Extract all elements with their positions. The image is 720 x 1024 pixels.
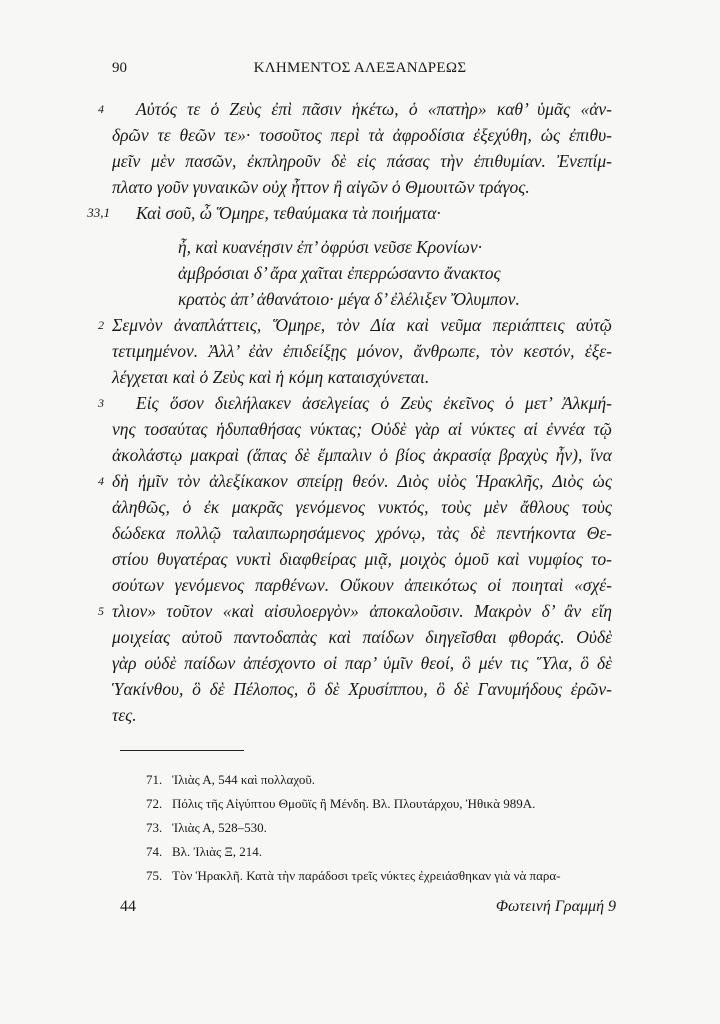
text-line — [98, 598, 612, 624]
text-line — [112, 546, 612, 572]
footnote-text: Τὸν Ἡρακλῆ. Κατὰ τὴν παράδοσι τρεῖς νύκτες ἐχρειάσθηκαν γιὰ νὰ παρα- — [172, 868, 561, 883]
running-title: ΚΛΗΜΕΝΤΟΣ ΑΛΕΞΑΝΔΡΕΩΣ — [253, 60, 467, 76]
line-text: τετιμημένον. Ἀλλ’ ἐὰν ἐπιδείξῃς μόνον, ἄνθρωπε, τὸν κεστόν, ἐξε- — [112, 341, 612, 361]
line-text: νης τοσαύτας ἡδυπαθήσας νύκτας; Οὐδὲ γὰρ αἱ νύκτες αἱ ἐννέα τῷ — [112, 419, 612, 439]
line-text: δώδεκα πολλῷ ταλαιπωρησάμενος χρόνῳ, τὰς δὲ πεντήκοντα Θε- — [112, 523, 612, 543]
footnote-rule — [120, 750, 244, 751]
sheet-number: 44 — [120, 898, 136, 915]
line-text: Εἰς ὅσον διελήλακεν ἀσελγείας ὁ Ζεὺς ἐκεῖνος ὁ μετ’ Ἀλκμή- — [136, 393, 612, 413]
text-line — [98, 390, 612, 416]
text-line — [112, 122, 612, 148]
footnote-number: 73. — [146, 820, 163, 835]
line-text: ἀληθῶς, ὁ ἐκ μακρᾶς γενόμενος νυκτός, τοὺς μὲν ἄθλους τοὺς — [112, 497, 612, 517]
footnote-text: Ἰλιὰς Α, 528–530. — [172, 820, 267, 835]
footnote-number: 75. — [146, 868, 163, 883]
line-text: δρῶν τε θεῶν τε»· τοσοῦτος περὶ τὰ ἀφροδίσια ἐξεχύθη, ὡς ἐπιθυ- — [112, 125, 612, 145]
text-line — [112, 148, 612, 174]
footnote-text: Ἰλιὰς Α, 544 καὶ πολλαχοῦ. — [172, 772, 316, 787]
text-line — [112, 174, 612, 200]
line-text: στίου θυγατέρας νυκτὶ διαφθείρας μιᾷ, μοιχὸς ὁμοῦ καὶ νυμφίος το- — [112, 549, 612, 569]
footnotes — [146, 768, 616, 888]
text-line — [98, 468, 612, 494]
line-text: δὴ ἡμῖν τὸν ἀλεξίκακον σπείρῃ θεόν. Διὸς υἱὸς Ἡρακλῆς, Διὸς ὡς — [112, 471, 612, 491]
line-text: Σεμνὸν ἀναπλάττεις, Ὅμηρε, τὸν Δία καὶ νεῦμα περιάπτεις αὐτῷ — [112, 315, 612, 335]
text-line — [98, 312, 612, 338]
verse-text: ἀμβρόσιαι δ’ ἄρα χαῖται ἐπερρώσαντο ἄνακτος — [178, 263, 501, 283]
text-line — [87, 200, 612, 226]
footnote — [146, 792, 616, 816]
section-marker: 33,1 — [87, 205, 110, 220]
printer-imprint: Φωτεινή Γραμμή 9 — [495, 898, 616, 915]
footnote — [146, 816, 616, 840]
footnote — [146, 768, 616, 792]
verse-line — [112, 286, 612, 312]
text-line — [112, 494, 612, 520]
line-text: Καὶ σοῦ, ὦ Ὅμηρε, τεθαύμακα τὰ ποιήματα· — [136, 203, 441, 223]
page-number: 90 — [112, 60, 127, 76]
verse-spacer — [112, 226, 612, 234]
line-marker: 4 — [98, 102, 104, 116]
line-text: σούτων γενόμενος παρθένων. Οὔκουν ἀπεικότως οἱ ποιηταὶ «σχέ- — [112, 575, 612, 595]
line-text: τλιον» τοῦτον «καὶ αἰσυλοεργὸν» ἀποκαλοῦσιν. Μακρὸν δ’ ἂν εἴη — [112, 601, 612, 621]
footnote-text: Πόλις τῆς Αἰγύπτου Θμοῦϊς ἢ Μένδη. Βλ. Πλουτάρχου, Ἠθικὰ 989Α. — [172, 796, 536, 811]
line-marker: 3 — [98, 396, 104, 410]
footnote-number: 72. — [146, 796, 163, 811]
text-line — [112, 572, 612, 598]
footnote — [146, 840, 616, 864]
line-marker: 2 — [98, 318, 104, 332]
text-line — [112, 338, 612, 364]
text-line — [112, 624, 612, 650]
text-line — [112, 650, 612, 676]
page-footer — [120, 898, 616, 918]
line-text: ἀκολάστῳ μακραὶ (ἅπας δὲ ἔμπαλιν ὁ βίος ἀκρασίᾳ βραχὺς ἦν), ἵνα — [112, 445, 612, 465]
footnote-text: Βλ. Ἰλιὰς Ξ, 214. — [172, 844, 263, 859]
line-text: πλατο γοῦν γυναικῶν οὐχ ἧττον ἢ αἰγῶν ὁ Θμουιτῶν τράγος. — [112, 177, 530, 197]
text-line — [112, 442, 612, 468]
line-text: μεῖν μὲν πασῶν, ἐκπληροῦν δὲ εἰς πάσας τὴν ἐπιθυμίαν. Ἐνεπίμ- — [112, 151, 612, 171]
text-line — [112, 364, 612, 390]
text-line — [112, 416, 612, 442]
footnote-number: 71. — [146, 772, 163, 787]
line-marker: 4 — [98, 474, 104, 488]
text-line — [112, 702, 612, 728]
verse-text: ἦ, καὶ κυανέῃσιν ἐπ’ ὀφρύσι νεῦσε Κρονίων· — [178, 237, 483, 257]
line-text: τες. — [112, 705, 137, 725]
line-text: γὰρ οὐδὲ παίδων ἀπέσχοντο οἱ παρ’ ὑμῖν θεοί, ὃ μέν τις Ὕλα, ὃ δὲ — [112, 653, 612, 673]
verse-line — [112, 234, 612, 260]
line-marker: 5 — [98, 604, 104, 618]
main-text — [87, 96, 612, 728]
verse-text: κρατὸς ἀπ’ ἀθανάτοιο· μέγα δ’ ἐλέλιξεν Ὄλυμπον. — [178, 289, 520, 309]
text-line — [98, 96, 612, 122]
page-header — [112, 60, 608, 80]
footnote-number: 74. — [146, 844, 163, 859]
text-line — [112, 520, 612, 546]
verse-line — [112, 260, 612, 286]
line-text: Αὐτός τε ὁ Ζεὺς ἐπὶ πᾶσιν ἡκέτω, ὁ «πατὴρ» καθ’ ὑμᾶς «ἀν- — [136, 99, 612, 119]
text-line — [112, 676, 612, 702]
line-text: λέγχεται καὶ ὁ Ζεὺς καὶ ἡ κόμη καταισχύνεται. — [112, 367, 430, 387]
line-text: Ὑακίνθου, ὃ δὲ Πέλοπος, ὃ δὲ Χρυσίππου, ὃ δὲ Γανυμήδους ἐρῶν- — [112, 679, 612, 699]
line-text: μοιχείας αὐτοῦ παντοδαπὰς καὶ παίδων διηγεῖσθαι φθοράς. Οὐδὲ — [112, 627, 612, 647]
footnote — [146, 864, 616, 888]
